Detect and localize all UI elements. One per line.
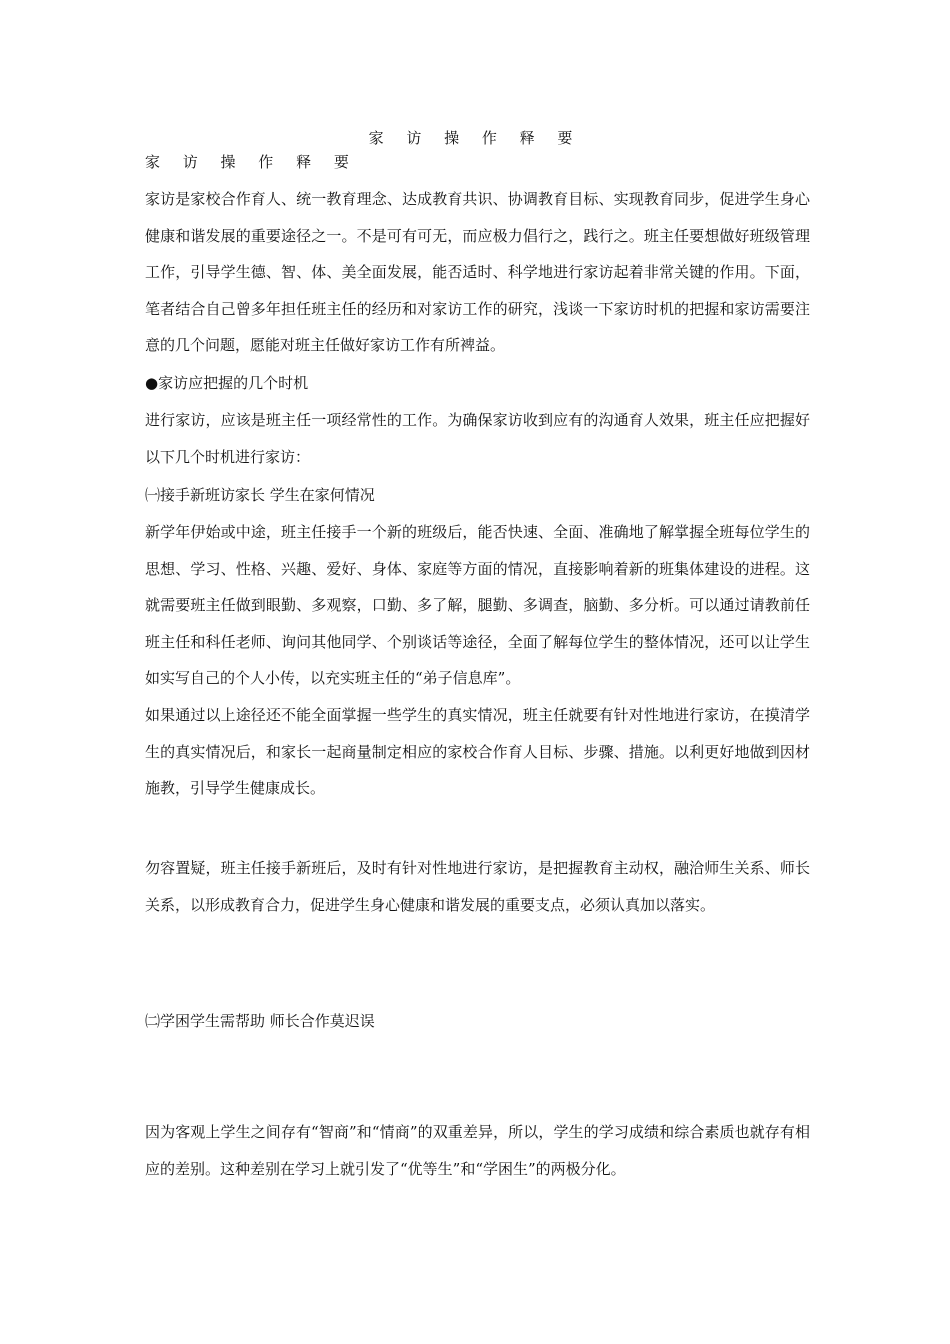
paragraph-1a: 新学年伊始或中途，班主任接手一个新的班级后，能否快速、全面、准确地了解掌握全班每位学生的思想、学习、性格、兴趣、爱好、身体、家庭等方面的情况，直接影响着新的班集体建设的进程。这就需要班主任做到眼勤、多观察，口勤、多了解，腿勤、多调查，脑勤、多分析。可以通过请教前任班主任和科任老师、询问其他同学、个别谈话等途径，全面了解每位学生的整体情况，还可以让学生如实写自己的个人小传，以充实班主任的“弟子信息库”。 <box>145 523 810 688</box>
subheading-2: ㈡学困学生需帮助 师长合作莫迟误 <box>145 1012 375 1030</box>
section-intro-paragraph: 进行家访，应该是班主任一项经常性的工作。为确保家访收到应有的沟通育人效果，班主任应把握好以下几个时机进行家访： <box>145 411 810 466</box>
paragraph-1c: 勿容置疑，班主任接手新班后，及时有针对性地进行家访，是把握教育主动权，融洽师生关系、师长关系，以形成教育合力，促进学生身心健康和谐发展的重要支点，必须认真加以落实。 <box>145 859 810 914</box>
paragraph-2a: 因为客观上学生之间存有“智商”和“情商”的双重差异，所以，学生的学习成绩和综合素质也就存有相应的差别。这种差别在学习上就引发了“优等生”和“学困生”的两极分化。 <box>145 1123 810 1178</box>
intro-paragraph: 家访是家校合作育人、统一教育理念、达成教育共识、协调教育目标、实现教育同步，促进学生身心健康和谐发展的重要途径之一。不是可有可无，而应极力倡行之，践行之。班主任要想做好班级管理工作，引导学生德、智、体、美全面发展，能否适时、科学地进行家访起着非常关键的作用。下面，笔者结合自己曾多年担任班主任的经历和对家访工作的研究，浅谈一下家访时机的把握和家访需要注意的几个问题，愿能对班主任做好家访工作有所裨益。 <box>145 190 810 355</box>
subheading-1: ㈠接手新班访家长 学生在家何情况 <box>145 486 375 504</box>
document-subtitle: 家 访 操 作 释 要 <box>145 153 358 171</box>
section-heading: ●家访应把握的几个时机 <box>145 374 309 392</box>
paragraph-1b: 如果通过以上途径还不能全面掌握一些学生的真实情况，班主任就要有针对性地进行家访，在摸清学生的真实情况后，和家长一起商量制定相应的家校合作育人目标、步骤、措施。以利更好地做到因材施教，引导学生健康成长。 <box>145 706 810 798</box>
document-title: 家 访 操 作 释 要 <box>368 129 582 147</box>
